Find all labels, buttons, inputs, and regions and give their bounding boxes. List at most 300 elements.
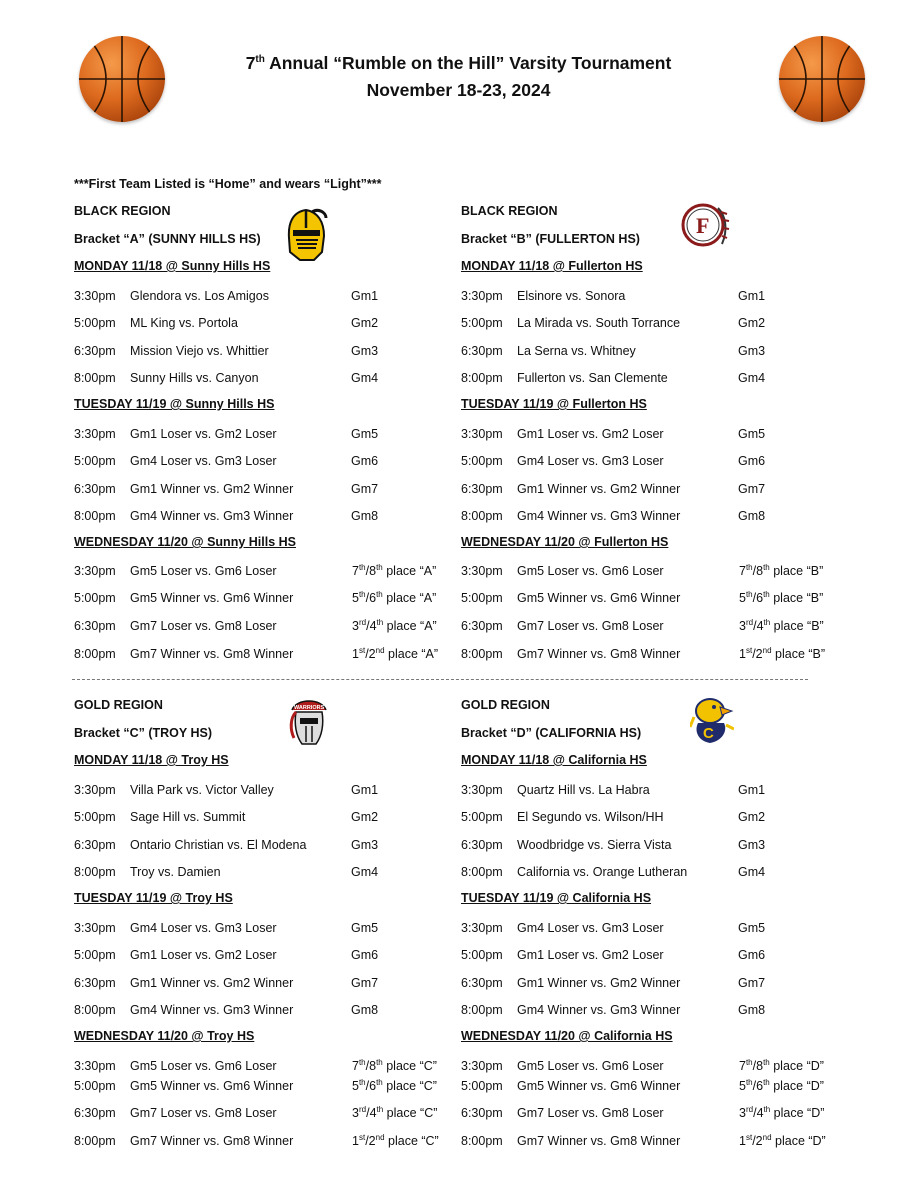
game-matchup: Gm5 Loser vs. Gm6 Loser: [130, 564, 277, 578]
game-row: [74, 918, 449, 938]
day-heading: WEDNESDAY 11/20 @ Fullerton HS: [461, 535, 669, 549]
day-heading: WEDNESDAY 11/20 @ California HS: [461, 1029, 673, 1043]
bracket-title: Bracket “B” (FULLERTON HS): [461, 231, 640, 246]
placement-label: 1st/2nd place “D”: [739, 1132, 826, 1148]
game-time: 3:30pm: [461, 426, 503, 441]
game-matchup: La Mirada vs. South Torrance: [517, 316, 681, 331]
game-number: Gm4: [351, 371, 379, 386]
placement-label: 3rd/4th place “D”: [739, 1104, 825, 1120]
game-time: 5:00pm: [461, 454, 503, 469]
game-row: [74, 1056, 449, 1076]
place-rank-1: 7: [352, 564, 359, 578]
place-rank-2: 2: [755, 647, 763, 661]
day-heading: MONDAY 11/18 @ Fullerton HS: [461, 259, 643, 273]
placement-label: 7th/8th place “C”: [352, 1057, 437, 1073]
place-suffix-1: th: [745, 589, 753, 599]
game-time: 5:00pm: [74, 1079, 116, 1093]
place-rank-1: 7: [352, 1059, 359, 1073]
game-time: 6:30pm: [461, 619, 503, 633]
game-time: 5:00pm: [74, 948, 116, 963]
game-time: 3:30pm: [461, 782, 503, 797]
game-number: Gm8: [738, 509, 766, 524]
place-bracket: place “A”: [386, 591, 437, 605]
game-time: 8:00pm: [74, 1134, 116, 1148]
game-number: Gm3: [351, 343, 379, 358]
place-suffix-2: th: [376, 1057, 383, 1067]
placement-label: 5th/6th place “B”: [739, 589, 824, 605]
place-bracket: place “D”: [775, 1134, 826, 1148]
game-time: 6:30pm: [74, 619, 116, 633]
title-ordinal: 7: [245, 53, 256, 73]
place-bracket: place “D”: [773, 1106, 825, 1120]
game-time: 3:30pm: [461, 288, 503, 303]
game-matchup: Gm1 Loser vs. Gm2 Loser: [517, 948, 664, 963]
game-number: Gm6: [351, 948, 379, 963]
place-suffix-2: th: [376, 617, 384, 627]
game-matchup: Ontario Christian vs. El Modena: [130, 837, 307, 852]
place-suffix-1: th: [358, 589, 366, 599]
place-rank-1: 5: [352, 591, 359, 605]
game-matchup: Gm5 Winner vs. Gm6 Winner: [130, 1079, 294, 1093]
game-row: [461, 588, 836, 608]
game-matchup: Gm7 Loser vs. Gm8 Loser: [130, 1106, 277, 1120]
game-matchup: Gm5 Loser vs. Gm6 Loser: [517, 1059, 664, 1073]
place-suffix-1: th: [358, 1057, 366, 1067]
game-matchup: Gm4 Loser vs. Gm3 Loser: [130, 454, 277, 469]
game-number: Gm6: [351, 454, 379, 469]
day-heading: TUESDAY 11/19 @ Troy HS: [74, 891, 233, 905]
game-matchup: Gm7 Winner vs. Gm8 Winner: [130, 1134, 294, 1148]
game-row: [461, 506, 836, 526]
game-time: 8:00pm: [74, 1003, 116, 1018]
placement-label: 1st/2nd place “B”: [739, 645, 826, 661]
game-matchup: Gm4 Winner vs. Gm3 Winner: [130, 509, 294, 524]
game-row: [461, 973, 836, 993]
game-matchup: Gm1 Loser vs. Gm2 Loser: [517, 426, 664, 441]
place-suffix-2: nd: [375, 645, 385, 655]
place-rank-2: 6: [369, 591, 377, 605]
game-row: [74, 506, 449, 526]
game-time: 3:30pm: [461, 1059, 503, 1073]
game-matchup: Gm4 Winner vs. Gm3 Winner: [517, 509, 681, 524]
game-matchup: El Segundo vs. Wilson/HH: [517, 810, 664, 825]
game-time: 8:00pm: [461, 371, 503, 386]
game-row: [74, 341, 449, 361]
game-row: [74, 286, 449, 306]
place-rank-2: 8: [369, 1059, 377, 1073]
game-time: 8:00pm: [74, 647, 116, 661]
game-row: [74, 644, 449, 664]
place-suffix-2: th: [763, 1104, 771, 1114]
place-bracket: place “B”: [773, 591, 824, 605]
game-row: [74, 616, 449, 636]
game-time: 5:00pm: [461, 948, 503, 963]
home-team-note: ***First Team Listed is “Home” and wears “Light”***: [74, 177, 382, 191]
game-matchup: Gm7 Winner vs. Gm8 Winner: [517, 1134, 681, 1148]
place-rank-1: 5: [352, 1079, 359, 1093]
place-rank-1: 3: [352, 619, 359, 633]
california-logo-letter: C: [703, 725, 714, 742]
game-number: Gm5: [738, 920, 766, 935]
place-suffix-1: st: [358, 645, 366, 655]
place-rank-1: 3: [739, 619, 746, 633]
game-row: [461, 644, 836, 664]
place-rank-2: 4: [756, 619, 764, 633]
game-row: [461, 780, 836, 800]
game-time: 3:30pm: [74, 1059, 116, 1073]
game-matchup: Quartz Hill vs. La Habra: [517, 782, 650, 797]
place-rank-2: 4: [369, 619, 377, 633]
game-matchup: Gm1 Winner vs. Gm2 Winner: [517, 481, 681, 496]
placement-label: 1st/2nd place “A”: [352, 645, 439, 661]
game-row: [461, 479, 836, 499]
game-matchup: Gm1 Winner vs. Gm2 Winner: [130, 975, 294, 990]
game-matchup: Glendora vs. Los Amigos: [130, 288, 269, 303]
game-row: [461, 1056, 836, 1076]
game-number: Gm8: [351, 509, 379, 524]
place-bracket: place “B”: [773, 564, 824, 578]
place-bracket: place “C”: [386, 1059, 437, 1073]
game-matchup: Gm5 Loser vs. Gm6 Loser: [517, 564, 664, 578]
place-rank-1: 5: [739, 591, 746, 605]
day-heading: WEDNESDAY 11/20 @ Sunny Hills HS: [74, 535, 296, 549]
game-time: 6:30pm: [461, 343, 503, 358]
game-time: 8:00pm: [461, 509, 503, 524]
day-heading: TUESDAY 11/19 @ Sunny Hills HS: [74, 397, 275, 411]
game-matchup: Gm5 Winner vs. Gm6 Winner: [130, 591, 294, 605]
game-time: 3:30pm: [461, 920, 503, 935]
game-time: 6:30pm: [461, 481, 503, 496]
page-title: [0, 53, 917, 74]
game-number: Gm1: [351, 288, 379, 303]
game-row: [74, 451, 449, 471]
day-heading: MONDAY 11/18 @ Sunny Hills HS: [74, 259, 271, 273]
game-row: [461, 616, 836, 636]
place-suffix-2: th: [376, 589, 383, 599]
game-time: 6:30pm: [74, 343, 116, 358]
region-title: GOLD REGION: [74, 698, 163, 712]
california-c-mascot-logo-icon: [690, 697, 734, 748]
game-matchup: Gm5 Winner vs. Gm6 Winner: [517, 1079, 681, 1093]
game-time: 6:30pm: [74, 837, 116, 852]
game-row: [461, 835, 836, 855]
bracket-title: Bracket “D” (CALIFORNIA HS): [461, 725, 642, 740]
game-number: Gm1: [738, 782, 766, 797]
title-text: Annual “Rumble on the Hill” Varsity Tournament: [269, 53, 672, 73]
place-suffix-2: th: [763, 589, 770, 599]
game-time: 3:30pm: [461, 564, 503, 578]
place-bracket: place “A”: [388, 647, 439, 661]
game-matchup: Gm1 Winner vs. Gm2 Winner: [517, 975, 681, 990]
game-matchup: Gm4 Winner vs. Gm3 Winner: [517, 1003, 681, 1018]
game-matchup: Gm4 Winner vs. Gm3 Winner: [130, 1003, 294, 1018]
game-time: 5:00pm: [461, 316, 503, 331]
placement-label: 3rd/4th place “C”: [352, 1104, 438, 1120]
game-row: [74, 835, 449, 855]
place-suffix-2: th: [763, 562, 770, 572]
place-suffix-1: st: [745, 645, 753, 655]
place-rank-1: 1: [739, 1134, 746, 1148]
game-time: 6:30pm: [74, 481, 116, 496]
game-time: 8:00pm: [461, 865, 503, 880]
game-number: Gm2: [738, 316, 766, 331]
game-row: [461, 918, 836, 938]
game-matchup: Gm5 Winner vs. Gm6 Winner: [517, 591, 681, 605]
place-suffix-2: th: [376, 1104, 384, 1114]
place-suffix-1: rd: [358, 1104, 367, 1114]
placement-label: 7th/8th place “B”: [739, 562, 824, 578]
place-rank-1: 3: [352, 1106, 359, 1120]
game-matchup: Gm7 Winner vs. Gm8 Winner: [130, 647, 294, 661]
place-suffix-2: th: [376, 562, 383, 572]
game-time: 3:30pm: [74, 920, 116, 935]
game-row: [461, 945, 836, 965]
placement-label: 5th/6th place “A”: [352, 589, 437, 605]
game-matchup: La Serna vs. Whitney: [517, 343, 636, 358]
placement-label: 7th/8th place “A”: [352, 562, 437, 578]
game-row: [461, 286, 836, 306]
game-number: Gm5: [738, 426, 766, 441]
place-bracket: place “B”: [775, 647, 826, 661]
game-number: Gm2: [351, 316, 379, 331]
game-matchup: Gm1 Loser vs. Gm2 Loser: [130, 948, 277, 963]
game-row: [461, 341, 836, 361]
placement-label: 7th/8th place “D”: [739, 1057, 824, 1073]
game-number: Gm4: [738, 371, 766, 386]
game-time: 5:00pm: [461, 810, 503, 825]
game-number: Gm7: [351, 975, 379, 990]
game-row: [74, 479, 449, 499]
basketball-icon-right: [779, 36, 865, 122]
game-row: [74, 1076, 449, 1096]
game-number: Gm7: [351, 481, 379, 496]
place-suffix-2: th: [763, 617, 771, 627]
game-row: [74, 973, 449, 993]
place-rank-1: 1: [352, 1134, 359, 1148]
day-heading: WEDNESDAY 11/20 @ Troy HS: [74, 1029, 255, 1043]
place-suffix-1: st: [358, 1132, 366, 1142]
place-rank-2: 2: [368, 647, 376, 661]
placement-label: 3rd/4th place “A”: [352, 617, 437, 633]
game-number: Gm7: [738, 481, 766, 496]
tournament-dates: November 18-23, 2024: [366, 80, 551, 100]
place-rank-1: 1: [352, 647, 359, 661]
game-number: Gm8: [738, 1003, 766, 1018]
placement-label: 1st/2nd place “C”: [352, 1132, 439, 1148]
game-row: [461, 807, 836, 827]
game-matchup: Woodbridge vs. Sierra Vista: [517, 837, 672, 852]
place-rank-2: 6: [756, 1079, 764, 1093]
region-title: GOLD REGION: [461, 698, 550, 712]
game-matchup: Gm1 Winner vs. Gm2 Winner: [130, 481, 294, 496]
place-bracket: place “B”: [773, 619, 824, 633]
place-rank-2: 8: [369, 564, 377, 578]
place-suffix-2: nd: [762, 645, 772, 655]
title-ordinal-suffix: th: [255, 54, 265, 66]
game-number: Gm2: [738, 810, 766, 825]
game-number: Gm4: [351, 865, 379, 880]
day-heading: MONDAY 11/18 @ California HS: [461, 753, 647, 767]
game-matchup: Gm7 Loser vs. Gm8 Loser: [517, 619, 664, 633]
game-row: [74, 780, 449, 800]
game-time: 5:00pm: [461, 591, 503, 605]
game-number: Gm5: [351, 920, 379, 935]
game-time: 3:30pm: [74, 288, 116, 303]
game-matchup: Gm1 Loser vs. Gm2 Loser: [130, 426, 277, 441]
game-row: [461, 451, 836, 471]
place-suffix-1: th: [745, 562, 753, 572]
place-suffix-1: rd: [358, 617, 367, 627]
game-number: Gm8: [351, 1003, 379, 1018]
game-matchup: Elsinore vs. Sonora: [517, 288, 626, 303]
place-suffix-2: th: [763, 1077, 770, 1087]
placement-label: 5th/6th place “D”: [739, 1077, 824, 1093]
place-suffix-1: th: [745, 1077, 753, 1087]
game-time: 6:30pm: [461, 837, 503, 852]
game-time: 8:00pm: [461, 1003, 503, 1018]
game-row: [461, 313, 836, 333]
place-bracket: place “C”: [386, 1079, 437, 1093]
game-number: Gm3: [738, 343, 766, 358]
game-matchup: Mission Viejo vs. Whittier: [130, 343, 269, 358]
place-suffix-2: nd: [375, 1132, 385, 1142]
game-time: 3:30pm: [74, 782, 116, 797]
game-row: [461, 1000, 836, 1020]
game-matchup: Gm7 Winner vs. Gm8 Winner: [517, 647, 681, 661]
game-matchup: Gm5 Loser vs. Gm6 Loser: [130, 1059, 277, 1073]
fullerton-f-logo-icon: [680, 202, 730, 251]
game-number: Gm2: [351, 810, 379, 825]
game-row: [461, 1076, 836, 1096]
place-bracket: place “D”: [773, 1059, 824, 1073]
placement-label: 5th/6th place “C”: [352, 1077, 437, 1093]
place-rank-2: 2: [368, 1134, 376, 1148]
game-number: Gm7: [738, 975, 766, 990]
game-matchup: Sunny Hills vs. Canyon: [130, 371, 259, 386]
game-time: 6:30pm: [461, 975, 503, 990]
place-bracket: place “C”: [386, 1106, 438, 1120]
game-row: [461, 561, 836, 581]
basketball-icon-left: [79, 36, 165, 122]
game-row: [74, 424, 449, 444]
place-bracket: place “D”: [773, 1079, 824, 1093]
game-row: [461, 368, 836, 388]
game-time: 5:00pm: [74, 454, 116, 469]
place-rank-2: 4: [369, 1106, 377, 1120]
place-suffix-1: st: [745, 1132, 753, 1142]
game-row: [461, 1103, 836, 1123]
game-row: [74, 313, 449, 333]
game-matchup: Gm4 Loser vs. Gm3 Loser: [517, 454, 664, 469]
game-time: 5:00pm: [74, 810, 116, 825]
game-matchup: ML King vs. Portola: [130, 316, 238, 331]
game-time: 5:00pm: [461, 1079, 503, 1093]
game-row: [74, 1000, 449, 1020]
game-row: [74, 862, 449, 882]
place-bracket: place “C”: [388, 1134, 439, 1148]
place-rank-2: 8: [756, 564, 764, 578]
bracket-title: Bracket “C” (TROY HS): [74, 725, 212, 740]
game-matchup: California vs. Orange Lutheran: [517, 865, 688, 880]
place-suffix-1: rd: [745, 617, 754, 627]
troy-warriors-logo-icon: [286, 696, 332, 751]
game-time: 8:00pm: [461, 1134, 503, 1148]
game-matchup: Gm7 Loser vs. Gm8 Loser: [517, 1106, 664, 1120]
place-rank-1: 3: [739, 1106, 746, 1120]
place-suffix-1: th: [358, 562, 366, 572]
game-time: 5:00pm: [74, 591, 116, 605]
place-rank-2: 4: [756, 1106, 764, 1120]
game-matchup: Gm4 Loser vs. Gm3 Loser: [130, 920, 277, 935]
game-matchup: Troy vs. Damien: [130, 865, 221, 880]
game-time: 3:30pm: [74, 426, 116, 441]
place-suffix-2: th: [763, 1057, 770, 1067]
day-heading: MONDAY 11/18 @ Troy HS: [74, 753, 229, 767]
place-rank-1: 5: [739, 1079, 746, 1093]
game-time: 8:00pm: [74, 371, 116, 386]
game-time: 6:30pm: [461, 1106, 503, 1120]
knight-helmet-logo-icon: [284, 208, 328, 265]
game-time: 8:00pm: [461, 647, 503, 661]
region-title: BLACK REGION: [461, 204, 558, 218]
placement-label: 3rd/4th place “B”: [739, 617, 824, 633]
game-matchup: Sage Hill vs. Summit: [130, 810, 246, 825]
game-number: Gm1: [351, 782, 379, 797]
place-rank-2: 8: [756, 1059, 764, 1073]
game-matchup: Villa Park vs. Victor Valley: [130, 782, 274, 797]
game-time: 6:30pm: [74, 1106, 116, 1120]
fullerton-logo-letter: F: [696, 213, 710, 238]
place-suffix-1: th: [358, 1077, 366, 1087]
bracket-title: Bracket “A” (SUNNY HILLS HS): [74, 231, 261, 246]
troy-logo-text: WARRIORS: [294, 705, 325, 711]
game-row: [74, 368, 449, 388]
game-row: [74, 561, 449, 581]
place-rank-1: 7: [739, 564, 746, 578]
game-row: [74, 945, 449, 965]
place-suffix-2: nd: [762, 1132, 772, 1142]
place-rank-1: 1: [739, 647, 746, 661]
place-suffix-2: th: [376, 1077, 383, 1087]
place-rank-2: 6: [369, 1079, 377, 1093]
game-matchup: Gm4 Loser vs. Gm3 Loser: [517, 920, 664, 935]
place-rank-2: 6: [756, 591, 764, 605]
place-rank-1: 7: [739, 1059, 746, 1073]
game-row: [461, 1131, 836, 1151]
game-time: 8:00pm: [74, 509, 116, 524]
game-time: 3:30pm: [74, 564, 116, 578]
game-row: [74, 1131, 449, 1151]
place-suffix-1: rd: [745, 1104, 754, 1114]
game-number: Gm4: [738, 865, 766, 880]
region-divider: [72, 679, 808, 680]
place-rank-2: 2: [755, 1134, 763, 1148]
day-heading: TUESDAY 11/19 @ California HS: [461, 891, 652, 905]
place-bracket: place “A”: [386, 619, 437, 633]
day-heading: TUESDAY 11/19 @ Fullerton HS: [461, 397, 647, 411]
game-time: 5:00pm: [74, 316, 116, 331]
game-row: [74, 1103, 449, 1123]
game-row: [74, 588, 449, 608]
game-matchup: Fullerton vs. San Clemente: [517, 371, 668, 386]
region-title: BLACK REGION: [74, 204, 171, 218]
game-number: Gm1: [738, 288, 766, 303]
game-number: Gm6: [738, 454, 766, 469]
game-number: Gm3: [738, 837, 766, 852]
game-matchup: Gm7 Loser vs. Gm8 Loser: [130, 619, 277, 633]
game-row: [74, 807, 449, 827]
place-bracket: place “A”: [386, 564, 437, 578]
